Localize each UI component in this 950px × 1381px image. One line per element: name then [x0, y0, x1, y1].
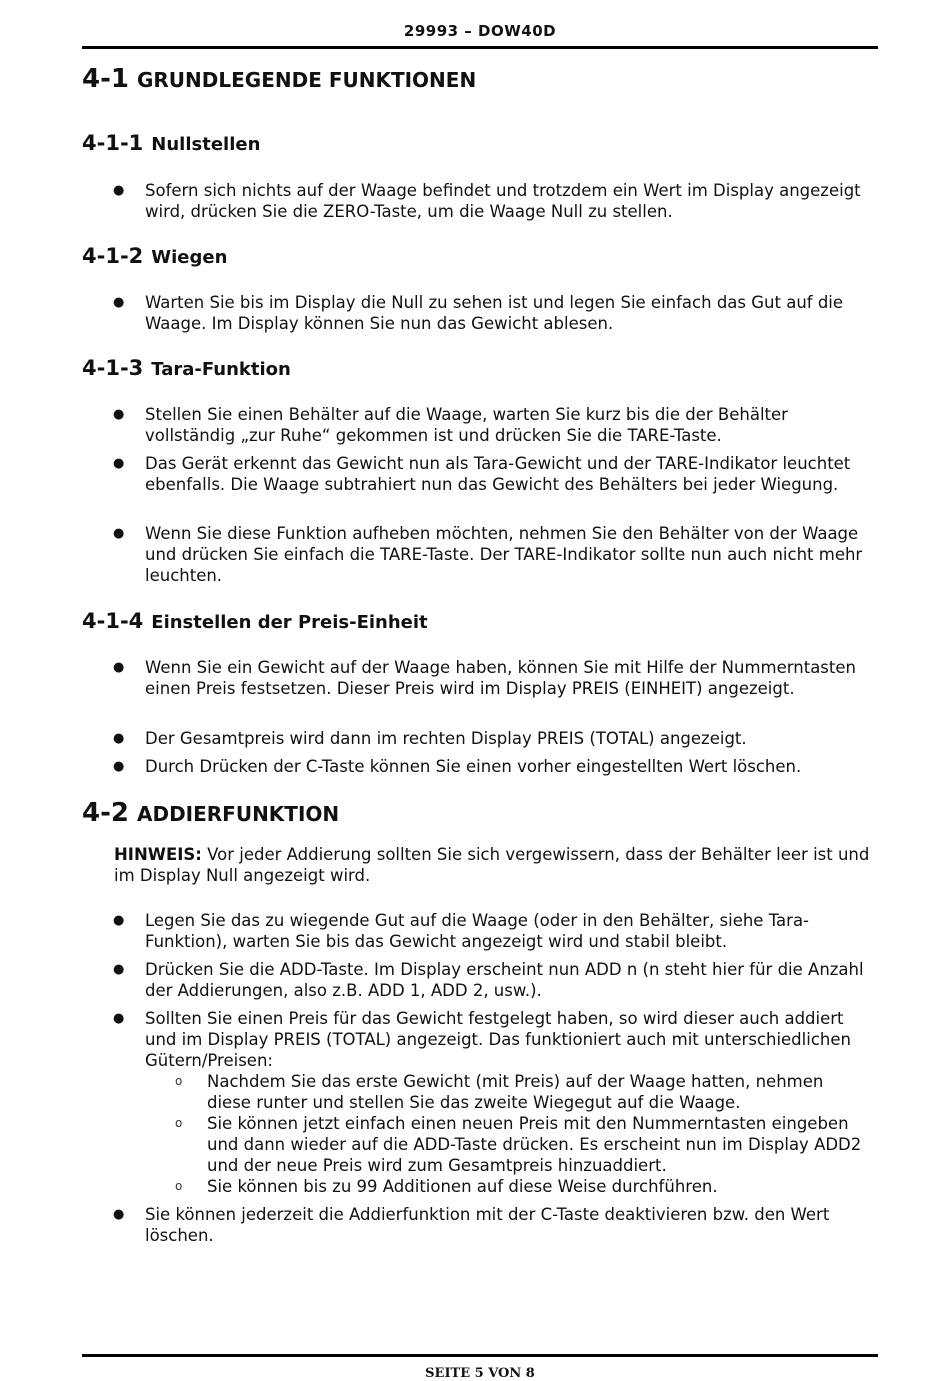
note-label: HINWEIS:: [114, 845, 202, 864]
bullet-item: ● Legen Sie das zu wiegende Gut auf die Waage (oder in den Behälter, siehe Tara-Funktion), warten Sie bis das Gewicht angezeigt wird und stabil bleibt.: [145, 910, 870, 952]
note-paragraph: [114, 844, 874, 886]
subsection-title: Wiegen: [151, 247, 228, 268]
section-title: GRUNDLEGENDE FUNKTIONEN: [136, 68, 477, 92]
sub-bullet-item: o Sie können bis zu 99 Additionen auf diese Weise durchführen.: [207, 1176, 872, 1197]
header-rule: [82, 46, 878, 49]
bullet-item: ● Der Gesamtpreis wird dann im rechten Display PREIS (TOTAL) angezeigt.: [145, 728, 870, 749]
section-number: 4-1: [82, 64, 129, 94]
subsection-title: Tara-Funktion: [151, 359, 291, 380]
bullet-item: ● Wenn Sie ein Gewicht auf der Waage haben, können Sie mit Hilfe der Nummerntasten einen Preis festsetzen. Dieser Preis wird im Display PREIS (EINHEIT) angezeigt.: [145, 657, 870, 699]
sub-bullet-item: o Nachdem Sie das erste Gewicht (mit Preis) auf der Waage hatten, nehmen diese runter und stellen Sie das zweite Wiegegut auf die Waage.: [207, 1071, 872, 1113]
subsection-number: 4-1-1: [82, 131, 144, 155]
subsection-title: Nullstellen: [151, 134, 261, 155]
bullet-item: ● Stellen Sie einen Behälter auf die Waage, warten Sie kurz bis die der Behälter vollständig „zur Ruhe“ gekommen ist und drücken Sie die TARE-Taste.: [145, 404, 870, 446]
section-title: ADDIERFUNKTION: [136, 802, 340, 826]
page-footer: SEITE 5 VON 8: [425, 1366, 535, 1381]
subsection-number: 4-1-2: [82, 244, 144, 268]
bullet-item: ● Durch Drücken der C-Taste können Sie einen vorher eingestellten Wert löschen.: [145, 756, 870, 777]
section-heading-4-1: [82, 64, 476, 94]
subsection-heading-4-1-3: [82, 356, 291, 380]
section-number: 4-2: [82, 798, 129, 828]
subsection-heading-4-1-1: [82, 131, 260, 155]
section-heading-4-2: [82, 798, 339, 828]
document-header: 29993 – DOW40D: [403, 22, 557, 40]
subsection-heading-4-1-4: [82, 609, 428, 633]
bullet-item: ● Sofern sich nichts auf der Waage befindet und trotzdem ein Wert im Display angezeigt wird, drücken Sie die ZERO-Taste, um die Waage Null zu stellen.: [145, 180, 870, 222]
bullet-item: ● Das Gerät erkennt das Gewicht nun als Tara-Gewicht und der TARE-Indikator leuchtet ebenfalls. Die Waage subtrahiert nun das Gewicht des Behälters bei jeder Wiegung.: [145, 453, 870, 495]
subsection-number: 4-1-3: [82, 356, 144, 380]
subsection-title: Einstellen der Preis-Einheit: [151, 612, 428, 633]
bullet-item: ● Sollten Sie einen Preis für das Gewicht festgelegt haben, so wird dieser auch addiert und im Display PREIS (TOTAL) angezeigt. Das funktioniert auch mit unterschiedlichen Gütern/Preisen:: [145, 1008, 870, 1071]
subsection-heading-4-1-2: [82, 244, 227, 268]
subsection-number: 4-1-4: [82, 609, 144, 633]
footer-rule: [82, 1354, 878, 1357]
note-text: Vor jeder Addierung sollten Sie sich vergewissern, dass der Behälter leer ist und im Display Null angezeigt wird.: [114, 845, 870, 885]
bullet-item: ● Wenn Sie diese Funktion aufheben möchten, nehmen Sie den Behälter von der Waage und drücken Sie einfach die TARE-Taste. Der TARE-Indikator sollte nun auch nicht mehr leuchten.: [145, 523, 870, 586]
bullet-item: ● Sie können jederzeit die Addierfunktion mit der C-Taste deaktivieren bzw. den Wert löschen.: [145, 1204, 870, 1246]
bullet-item: ● Warten Sie bis im Display die Null zu sehen ist und legen Sie einfach das Gut auf die Waage. Im Display können Sie nun das Gewicht ablesen.: [145, 292, 870, 334]
bullet-item: ● Drücken Sie die ADD-Taste. Im Display erscheint nun ADD n (n steht hier für die Anzahl der Addierungen, also z.B. ADD 1, ADD 2, usw.).: [145, 959, 870, 1001]
sub-bullet-item: o Sie können jetzt einfach einen neuen Preis mit den Nummerntasten eingeben und dann wieder auf die ADD-Taste drücken. Es erscheint nun im Display ADD2 und der neue Preis wird zum Gesamtpreis hinzuaddiert.: [207, 1113, 872, 1176]
